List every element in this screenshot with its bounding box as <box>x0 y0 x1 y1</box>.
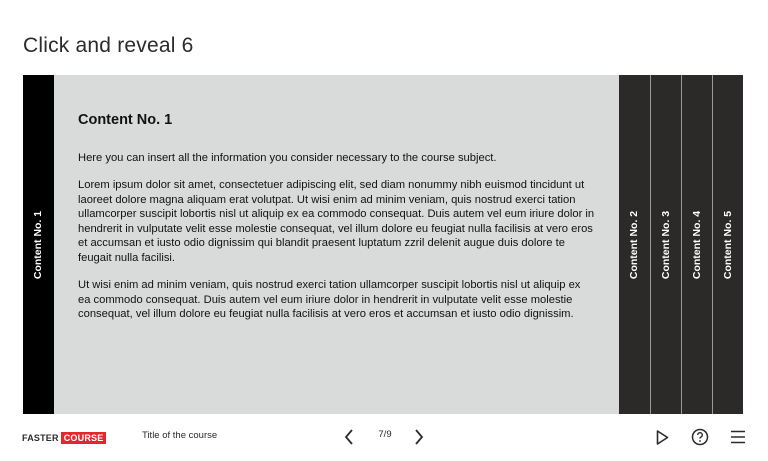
tab-content-1[interactable] <box>23 75 54 414</box>
page-counter: 7/9 <box>378 429 392 440</box>
page-title: Click and reveal 6 <box>23 34 194 57</box>
logo-text-course: COURSE <box>61 432 107 444</box>
content-panel <box>54 75 619 414</box>
tab-label: Content No. 5 <box>722 210 734 279</box>
tab-label: Content No. 3 <box>660 210 672 279</box>
help-icon[interactable] <box>689 426 711 448</box>
tab-content-5[interactable] <box>712 75 743 414</box>
panel-paragraph: Ut wisi enim ad minim veniam, quis nostrud exerci tation ullamcorper suscipit lobortis nisl ut aliquip ex ea commodo consequat. Duis autem vel eum iriure dolor in hendrerit in vulputate velit esse molestie consequat, vel illum dolore eu feugiat nulla facilisis at vero eros et accumsan et iusto odio dignissim. <box>78 279 581 321</box>
click-reveal-accordion <box>23 75 743 414</box>
chevron-left-icon[interactable] <box>340 427 358 447</box>
tab-label: Content No. 1 <box>32 210 45 279</box>
tab-content-2[interactable] <box>619 75 650 414</box>
panel-paragraph: Lorem ipsum dolor sit amet, consectetuer adipiscing elit, sed diam nonummy nibh euismod tincidunt ut laoreet dolore magna aliquam erat volutpat. Ut wisi enim ad minim veniam, quis nostrud exerci tation ullamcorper suscipit lobortis nisl ut aliquip ex ea commodo consequat. Duis autem vel eum iriure dolor in hendrerit in vulputate velit esse molestie consequat, vel illum dolore eu feugiat nulla facilisis at vero eros et accumsan et iusto odio dignissim qui blandit praesent luptatum zzril delenit augue duis dolore te feugait nulla facilisi. <box>78 179 595 265</box>
faster-course-logo <box>22 431 106 444</box>
logo-text-faster: FASTER <box>22 432 59 443</box>
tab-content-3[interactable] <box>650 75 681 414</box>
panel-heading: Content No. 1 <box>78 112 173 128</box>
footer-bar <box>0 414 768 461</box>
tab-label: Content No. 2 <box>628 210 641 279</box>
menu-icon[interactable] <box>727 427 749 447</box>
chevron-right-icon[interactable] <box>410 427 428 447</box>
tab-label: Content No. 4 <box>691 210 703 279</box>
course-title: Title of the course <box>142 430 218 441</box>
tab-content-4[interactable] <box>681 75 712 414</box>
play-icon[interactable] <box>652 427 672 447</box>
panel-paragraph: Here you can insert all the information you consider necessary to the course subject. <box>78 152 497 164</box>
